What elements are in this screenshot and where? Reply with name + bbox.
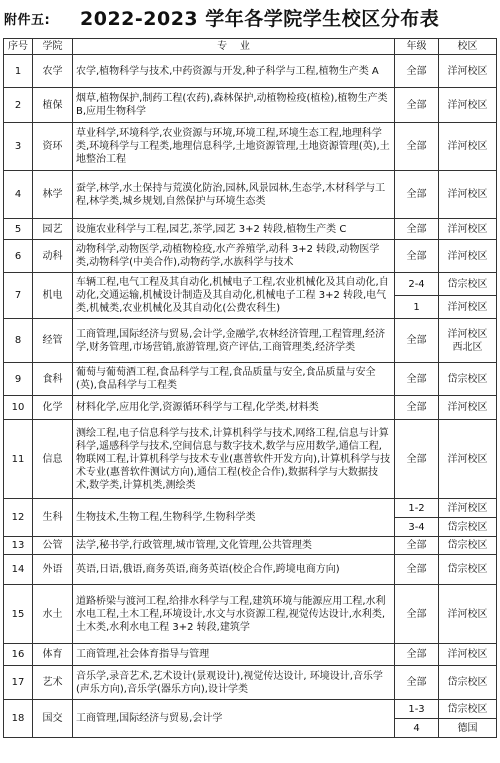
table-row [4, 123, 497, 171]
campus-cell: 洋河校区 [439, 219, 497, 240]
table-row [4, 700, 497, 719]
major-list: 测绘工程,电子信息科学与技术,计算机科学与技术,网络工程,信息与计算科学,遥感科学与技术,空间信息与数字技术,数学与应用数学,通信工程,物联网工程,计算机科学与技术专业(惠普软件开发方向),计算机科学与技术专业(惠普软件测试方向),通信工程(校企合作),数据科学与大数据技术,数学类,计算机类,测绘类 [73, 420, 395, 499]
grade-cell: 1-3 [395, 700, 439, 719]
grade-cell: 全部 [395, 420, 439, 499]
table-header-row [4, 39, 497, 55]
row-number: 4 [4, 171, 33, 219]
column-header-college: 学院 [33, 39, 73, 55]
grade-cell: 1-2 [395, 499, 439, 518]
major-list: 工商管理,社会体育指导与管理 [73, 644, 395, 666]
row-number: 10 [4, 396, 33, 420]
table-body [4, 55, 497, 738]
grade-cell: 1 [395, 296, 439, 319]
major-list: 动物科学,动物医学,动植物检疫,水产养殖学,动科 3+2 转段,动物医学类,动物科学(中美合作),动物药学,水族科学与技术 [73, 240, 395, 273]
college-name: 机电 [33, 273, 73, 319]
column-header-major: 专 业 [73, 39, 395, 55]
row-number: 11 [4, 420, 33, 499]
grade-cell: 全部 [395, 319, 439, 363]
row-number: 8 [4, 319, 33, 363]
campus-cell: 岱宗校区 [439, 700, 497, 719]
table-row [4, 219, 497, 240]
table-row [4, 644, 497, 666]
table-row [4, 319, 497, 363]
grade-cell: 全部 [395, 666, 439, 700]
college-name: 林学 [33, 171, 73, 219]
college-name: 动科 [33, 240, 73, 273]
major-list: 车辆工程,电气工程及其自动化,机械电子工程,农业机械化及其自动化,自动化,交通运输,机械设计制造及其自动化,机械电子工程 3+2 转段,电气类,机械类,农业机械化及其自动化(公费农科生) [73, 273, 395, 319]
grade-cell: 全部 [395, 240, 439, 273]
grade-cell: 全部 [395, 88, 439, 123]
major-list: 烟草,植物保护,制药工程(农药),森林保护,动植物检疫(植检),植物生产类 B,应用生物科学 [73, 88, 395, 123]
major-list: 葡萄与葡萄酒工程,食品科学与工程,食品质量与安全,食品质量与安全(英),食品科学与工程类 [73, 363, 395, 396]
table-row [4, 396, 497, 420]
grade-cell: 4 [395, 719, 439, 738]
grade-cell: 全部 [395, 537, 439, 555]
grade-cell: 全部 [395, 555, 439, 585]
row-number: 9 [4, 363, 33, 396]
row-number: 16 [4, 644, 33, 666]
table-row [4, 240, 497, 273]
grade-cell: 2-4 [395, 273, 439, 296]
major-list: 音乐学,录音艺术,艺术设计(景观设计),视觉传达设计, 环境设计,音乐学(声乐方向),音乐学(器乐方向),设计学类 [73, 666, 395, 700]
campus-cell: 洋河校区 [439, 123, 497, 171]
campus-cell: 岱宗校区 [439, 363, 497, 396]
row-number: 13 [4, 537, 33, 555]
campus-cell: 岱宗校区 [439, 273, 497, 296]
column-header-campus: 校区 [439, 39, 497, 55]
grade-cell: 全部 [395, 219, 439, 240]
table-row [4, 666, 497, 700]
grade-cell: 全部 [395, 363, 439, 396]
campus-cell: 洋河校区 [439, 296, 497, 319]
campus-cell: 洋河校区 [439, 171, 497, 219]
college-name: 农学 [33, 55, 73, 88]
table-row [4, 273, 497, 296]
major-list: 草业科学,环境科学,农业资源与环境,环境工程,环境生态工程,地理科学类,环境科学与工程类,地理信息科学,土地资源管理,土地资源管理(英),土地整治工程 [73, 123, 395, 171]
page-title: 2022-2023 学年各学院学生校区分布表 [80, 8, 440, 30]
grade-cell: 全部 [395, 123, 439, 171]
grade-cell: 全部 [395, 644, 439, 666]
college-name: 体育 [33, 644, 73, 666]
grade-cell: 3-4 [395, 518, 439, 537]
campus-cell: 洋河校区 [439, 585, 497, 644]
college-name: 资环 [33, 123, 73, 171]
table-row [4, 55, 497, 88]
campus-cell: 洋河校区 [439, 499, 497, 518]
row-number: 18 [4, 700, 33, 738]
campus-distribution-table [3, 38, 497, 738]
table-row [4, 585, 497, 644]
grade-cell: 全部 [395, 396, 439, 420]
row-number: 1 [4, 55, 33, 88]
college-name: 生科 [33, 499, 73, 537]
row-number: 5 [4, 219, 33, 240]
major-list: 蚕学,林学,水土保持与荒漠化防治,园林,风景园林,生态学,木材科学与工程,林学类,城乡规划,自然保护与环境生态类 [73, 171, 395, 219]
row-number: 12 [4, 499, 33, 537]
college-name: 植保 [33, 88, 73, 123]
campus-cell: 洋河校区 西北区 [439, 319, 497, 363]
major-list: 工商管理,国际经济与贸易,会计学 [73, 700, 395, 738]
major-list: 英语,日语,俄语,商务英语,商务英语(校企合作,跨境电商方向) [73, 555, 395, 585]
major-list: 工商管理,国际经济与贸易,会计学,金融学,农林经济管理,工程管理,经济学,财务管理,市场营销,旅游管理,资产评估,工商管理类,经济学类 [73, 319, 395, 363]
college-name: 信息 [33, 420, 73, 499]
row-number: 2 [4, 88, 33, 123]
campus-cell: 岱宗校区 [439, 555, 497, 585]
row-number: 6 [4, 240, 33, 273]
grade-cell: 全部 [395, 585, 439, 644]
college-name: 食科 [33, 363, 73, 396]
major-list: 材料化学,应用化学,资源循环科学与工程,化学类,材料类 [73, 396, 395, 420]
table-row [4, 363, 497, 396]
column-header-no: 序号 [4, 39, 33, 55]
table-row [4, 420, 497, 499]
major-list: 法学,秘书学,行政管理,城市管理,文化管理,公共管理类 [73, 537, 395, 555]
campus-cell: 洋河校区 [439, 396, 497, 420]
campus-cell: 岱宗校区 [439, 518, 497, 537]
document-header [0, 0, 500, 38]
campus-cell: 洋河校区 [439, 644, 497, 666]
annex-label: 附件五: [4, 13, 51, 28]
campus-cell: 岱宗校区 [439, 537, 497, 555]
campus-cell: 洋河校区 [439, 88, 497, 123]
campus-cell: 洋河校区 [439, 240, 497, 273]
row-number: 14 [4, 555, 33, 585]
table-row [4, 171, 497, 219]
grade-cell: 全部 [395, 55, 439, 88]
grade-cell: 全部 [395, 171, 439, 219]
campus-cell: 岱宗校区 [439, 666, 497, 700]
college-name: 艺术 [33, 666, 73, 700]
row-number: 3 [4, 123, 33, 171]
college-name: 化学 [33, 396, 73, 420]
row-number: 7 [4, 273, 33, 319]
major-list: 道路桥梁与渡河工程,给排水科学与工程,建筑环境与能源应用工程,水利水电工程,土木工程,环境设计,水文与水资源工程,视觉传达设计,水利类,土木类,水利水电工程 3+2 转段,建筑学 [73, 585, 395, 644]
college-name: 外语 [33, 555, 73, 585]
college-name: 园艺 [33, 219, 73, 240]
campus-cell: 洋河校区 [439, 420, 497, 499]
major-list: 农学,植物科学与技术,中药资源与开发,种子科学与工程,植物生产类 A [73, 55, 395, 88]
college-name: 公管 [33, 537, 73, 555]
campus-cell: 洋河校区 [439, 55, 497, 88]
table-row [4, 537, 497, 555]
major-list: 设施农业科学与工程,园艺,茶学,园艺 3+2 转段,植物生产类 C [73, 219, 395, 240]
table-row [4, 88, 497, 123]
column-header-grade: 年级 [395, 39, 439, 55]
table-row [4, 555, 497, 585]
college-name: 国交 [33, 700, 73, 738]
campus-cell: 德国 [439, 719, 497, 738]
row-number: 17 [4, 666, 33, 700]
major-list: 生物技术,生物工程,生物科学,生物科学类 [73, 499, 395, 537]
table-row [4, 499, 497, 518]
college-name: 水土 [33, 585, 73, 644]
college-name: 经管 [33, 319, 73, 363]
row-number: 15 [4, 585, 33, 644]
